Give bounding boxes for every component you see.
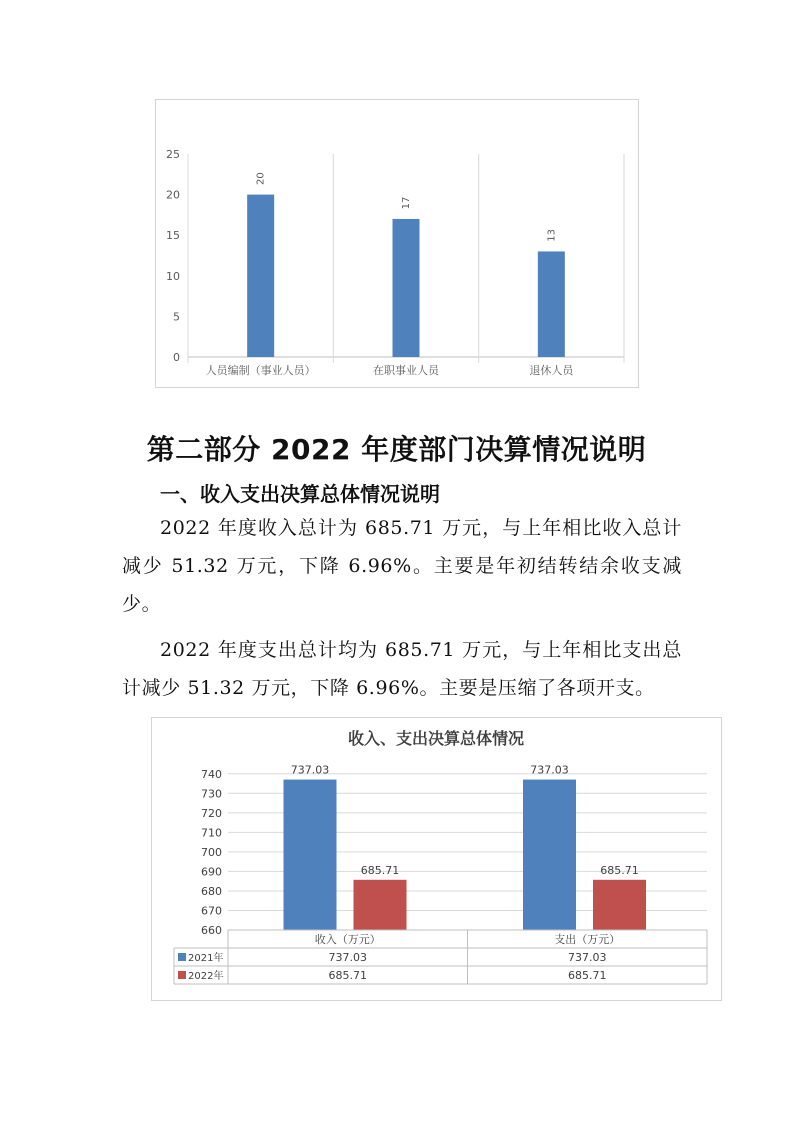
y-tick-label: 670 <box>201 904 222 918</box>
y-tick-label: 740 <box>201 767 222 781</box>
bar <box>538 251 565 357</box>
y-tick-label: 720 <box>201 806 222 820</box>
data-label: 20 <box>255 172 267 185</box>
x-tick-label: 人员编制（事业人员） <box>205 364 316 377</box>
table-cell: 737.03 <box>568 951 607 964</box>
bar <box>593 880 646 930</box>
x-tick-label: 退休人员 <box>529 364 574 377</box>
y-tick-label: 0 <box>173 351 180 364</box>
data-label: 17 <box>401 196 412 210</box>
y-tick-label: 10 <box>166 269 180 283</box>
table-cell: 685.71 <box>328 969 367 982</box>
subsection-title: 一、收入支出决算总体情况说明 <box>160 482 440 506</box>
table-header-cell: 支出（万元） <box>554 933 621 946</box>
y-tick-label: 700 <box>201 845 222 859</box>
data-label: 737.03 <box>290 763 330 777</box>
y-tick-label: 5 <box>173 310 180 324</box>
y-tick-label: 15 <box>166 229 180 243</box>
staffing-chart-svg <box>156 100 638 387</box>
table-cell: 737.03 <box>328 951 367 964</box>
staffing-chart <box>155 99 639 388</box>
data-label: 737.03 <box>530 763 569 777</box>
income-expense-chart-svg <box>152 718 721 1000</box>
table-cell: 685.71 <box>568 969 607 982</box>
legend-swatch <box>178 971 186 979</box>
section-title: 第二部分 2022 年度部门决算情况说明 <box>146 433 647 466</box>
bar <box>523 780 576 930</box>
bar <box>354 880 407 930</box>
y-tick-label: 20 <box>166 188 180 202</box>
data-label: 685.71 <box>360 863 400 877</box>
income-paragraph: 2022 年度收入总计为 685.71 万元，与上年相比收入总计减少 51.32 万元，下降 6.96%。主要是年初结转结余收支减少。 <box>122 517 682 615</box>
legend-swatch <box>178 953 186 961</box>
bar <box>393 219 420 357</box>
y-tick-label: 710 <box>201 826 222 840</box>
y-tick-label: 690 <box>201 865 222 879</box>
expense-paragraph: 2022 年度支出总计均为 685.71 万元，与上年相比支出总计减少 51.32 万元，下降 6.96%。主要是压缩了各项开支。 <box>122 639 682 699</box>
table-header-cell: 收入（万元） <box>314 933 381 946</box>
chart-title: 收入、支出决算总体情况 <box>347 729 525 748</box>
data-label: 685.71 <box>600 863 639 877</box>
y-tick-label: 660 <box>201 924 222 937</box>
legend-label: 2022年 <box>188 971 224 982</box>
y-tick-label: 25 <box>166 148 180 161</box>
x-tick-label: 在职事业人员 <box>373 364 439 377</box>
bar <box>247 195 274 357</box>
income-expense-chart <box>151 717 722 1001</box>
data-label: 13 <box>546 229 558 242</box>
y-tick-label: 730 <box>201 787 222 801</box>
y-tick-label: 680 <box>201 884 222 898</box>
legend-label: 2021年 <box>188 953 224 964</box>
bar <box>284 780 337 930</box>
